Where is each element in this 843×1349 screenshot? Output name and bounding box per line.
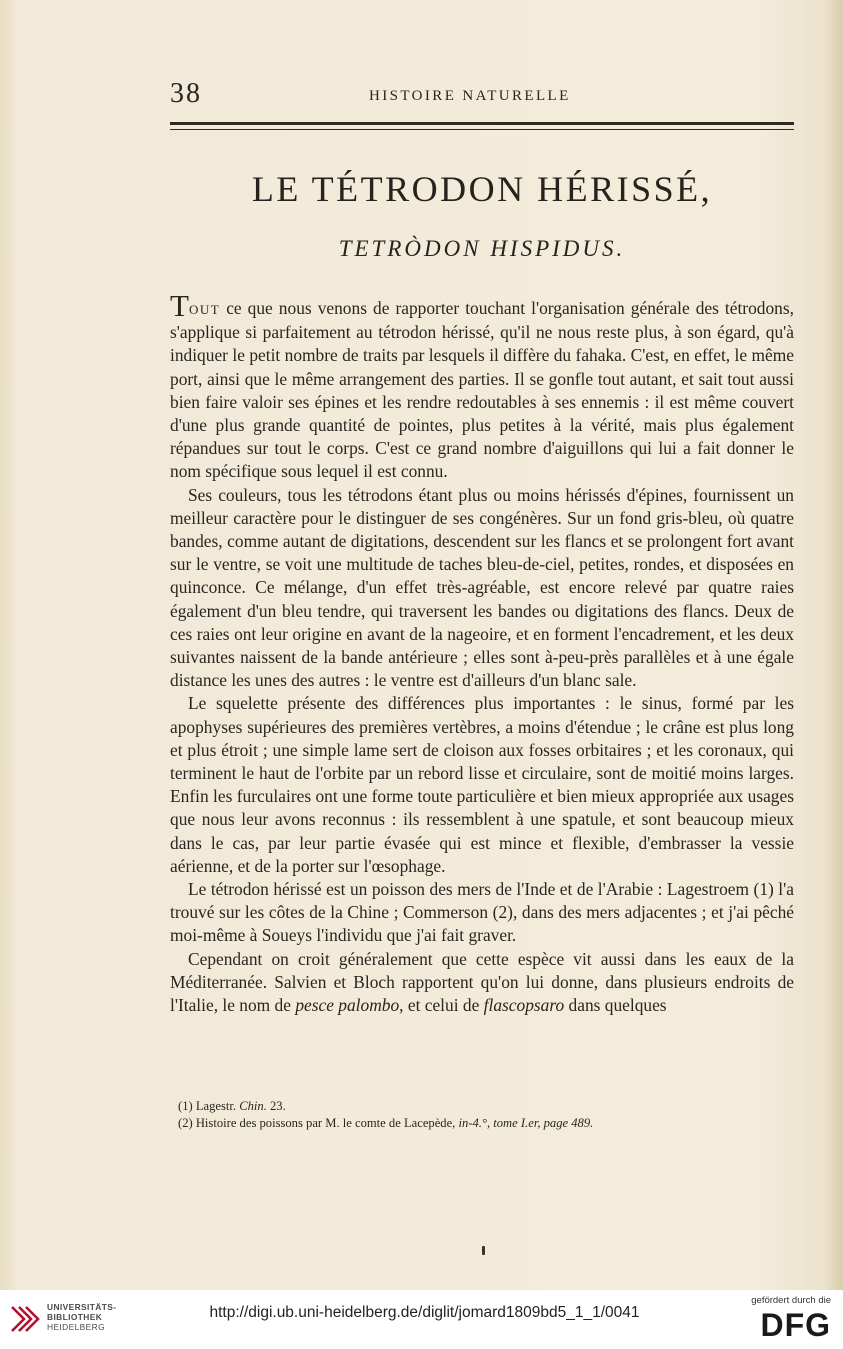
paragraph-4: Le tétrodon hérissé est un poisson des mers de l'Inde et de l'Arabie : Lagestroem (1) l'a trouvé sur les côtes de la Chine ; Commerson (2), dans des mers adjacentes ; et j'ai pêché moi-même à Soueys l'individu que j'ai fait graver. — [170, 879, 794, 946]
paragraph-5-text-a: Cependant on croit généralement que cette espèce vit aussi dans les eaux de la Méditerranée. Salvien et Bloch rapportent qu'on lui donne, dans plusieurs endroits de l'Italie, le nom de — [170, 948, 794, 1016]
small-caps-word: OUT — [188, 302, 221, 317]
sponsor-caption: gefördert durch die — [751, 1295, 831, 1306]
italic-term-pesce-palombo: pesce palombo — [295, 995, 400, 1016]
header-rule-thick — [170, 122, 794, 125]
footnote-2: (2) Histoire des poissons par M. le comte de Lacepède, in-4.°, tome I.er, page 489. — [178, 1116, 594, 1130]
paragraph-5 — [170, 948, 794, 1018]
dfg-logo[interactable]: DFG — [760, 1307, 831, 1343]
page-number: 38 — [170, 78, 202, 109]
body-text — [170, 288, 794, 1017]
university-library-name: UNIVERSITÄTS- BIBLIOTHEK HEIDELBERG — [47, 1302, 117, 1332]
footnote-1: (1) Lagestr. Chin. 23. — [178, 1099, 286, 1113]
page-edge-shadow — [827, 0, 843, 1290]
viewer-footer-bar — [0, 1290, 843, 1349]
article-title: LE TÉTRODON HÉRISSÉ, — [251, 169, 713, 209]
paragraph-3: Le squelette présente des différences plus importantes : le sinus, formé par les apophyses supérieures des premières vertèbres, a moins d'étendue ; le crâne est plus long et plus étroit ; une simple lame sert de cloison aux fosses orbitaires ; et les coronaux, qui terminent le haut de l'orbite par un rebord lisse et circulaire, sont de moitié moins larges. Enfin les furculaires ont une forme toute particulière et bien mieux appropriée aux usages que nous leur avons reconnus : ils ressemblent à une spatule, et sont beaucoup mieux dans le cas, par leur partie évasée qui est mince et flexible, d'embrasser la vessie aérienne, et de la porter sur l'œsophage. — [170, 693, 794, 876]
italic-term-flascopsaro: flascopsaro — [483, 995, 565, 1016]
paragraph-2: Ses couleurs, tous les tétrodons étant plus ou moins hérissés d'épines, fournissent un meilleur caractère pour le distinguer de ses congénères. Sur un fond gris-bleu, où quatre bandes, comme autant de digitations, descendent sur les flancs et se prolongent fort avant sur le ventre, se voit une multitude de taches bleu-de-ciel, petites, rondes, et disposées en quinconce. Ce mélange, d'un effet très-agréable, est encore relevé par quatre raies également d'un bleu tendre, qui traversent les bandes ou digitations des flancs. Deux de ces raies ont leur origine en avant de la nageoire, et en forment l'encadrement, et les deux suivantes naissent de la bande antérieure ; elles sont à-peu-près parallèles et à une égale distance les unes des autres : le ventre est d'ailleurs d'un blanc sale. — [170, 484, 794, 691]
article-subtitle: TETRÒDON HISPIDUS. — [338, 236, 626, 261]
drop-cap: T — [170, 288, 189, 323]
running-head: HISTOIRE NATURELLE — [369, 88, 571, 104]
footnotes — [178, 1098, 794, 1132]
header-rule-thin — [170, 129, 794, 130]
paragraph-1-text: ce que nous venons de rapporter touchant l'organisation générale des tétrodons, s'applique si parfaitement au tétrodon hérissé, qu'il ne nous reste plus, à son égard, qu'à indiquer le petit nombre de traits par lesquels il diffère du fahaka. C'est, en effet, le même port, ainsi que le même arrangement des parties. Il se gonfle tout autant, et sait tout aussi bien faire valoir ses épines et les rendre redoutables à ses ennemis : il est même couvert d'une plus grande quantité de pointes, plus petites à la vérité, mais plus également répandues sur tout le corps. C'est ce grand nombre d'aiguillons qui lui a fait donner le nom spécifique sous lequel il est connu. — [170, 298, 794, 482]
paragraph-5-text-b: , et celui de — [399, 995, 484, 1016]
ink-speck — [482, 1246, 485, 1255]
paragraph-5-text-c: dans quelques — [564, 995, 667, 1016]
paragraph-1 — [170, 288, 794, 484]
permalink-url[interactable]: http://digi.ub.uni-heidelberg.de/diglit/jomard1809bd5_1_1/0041 — [209, 1304, 640, 1321]
